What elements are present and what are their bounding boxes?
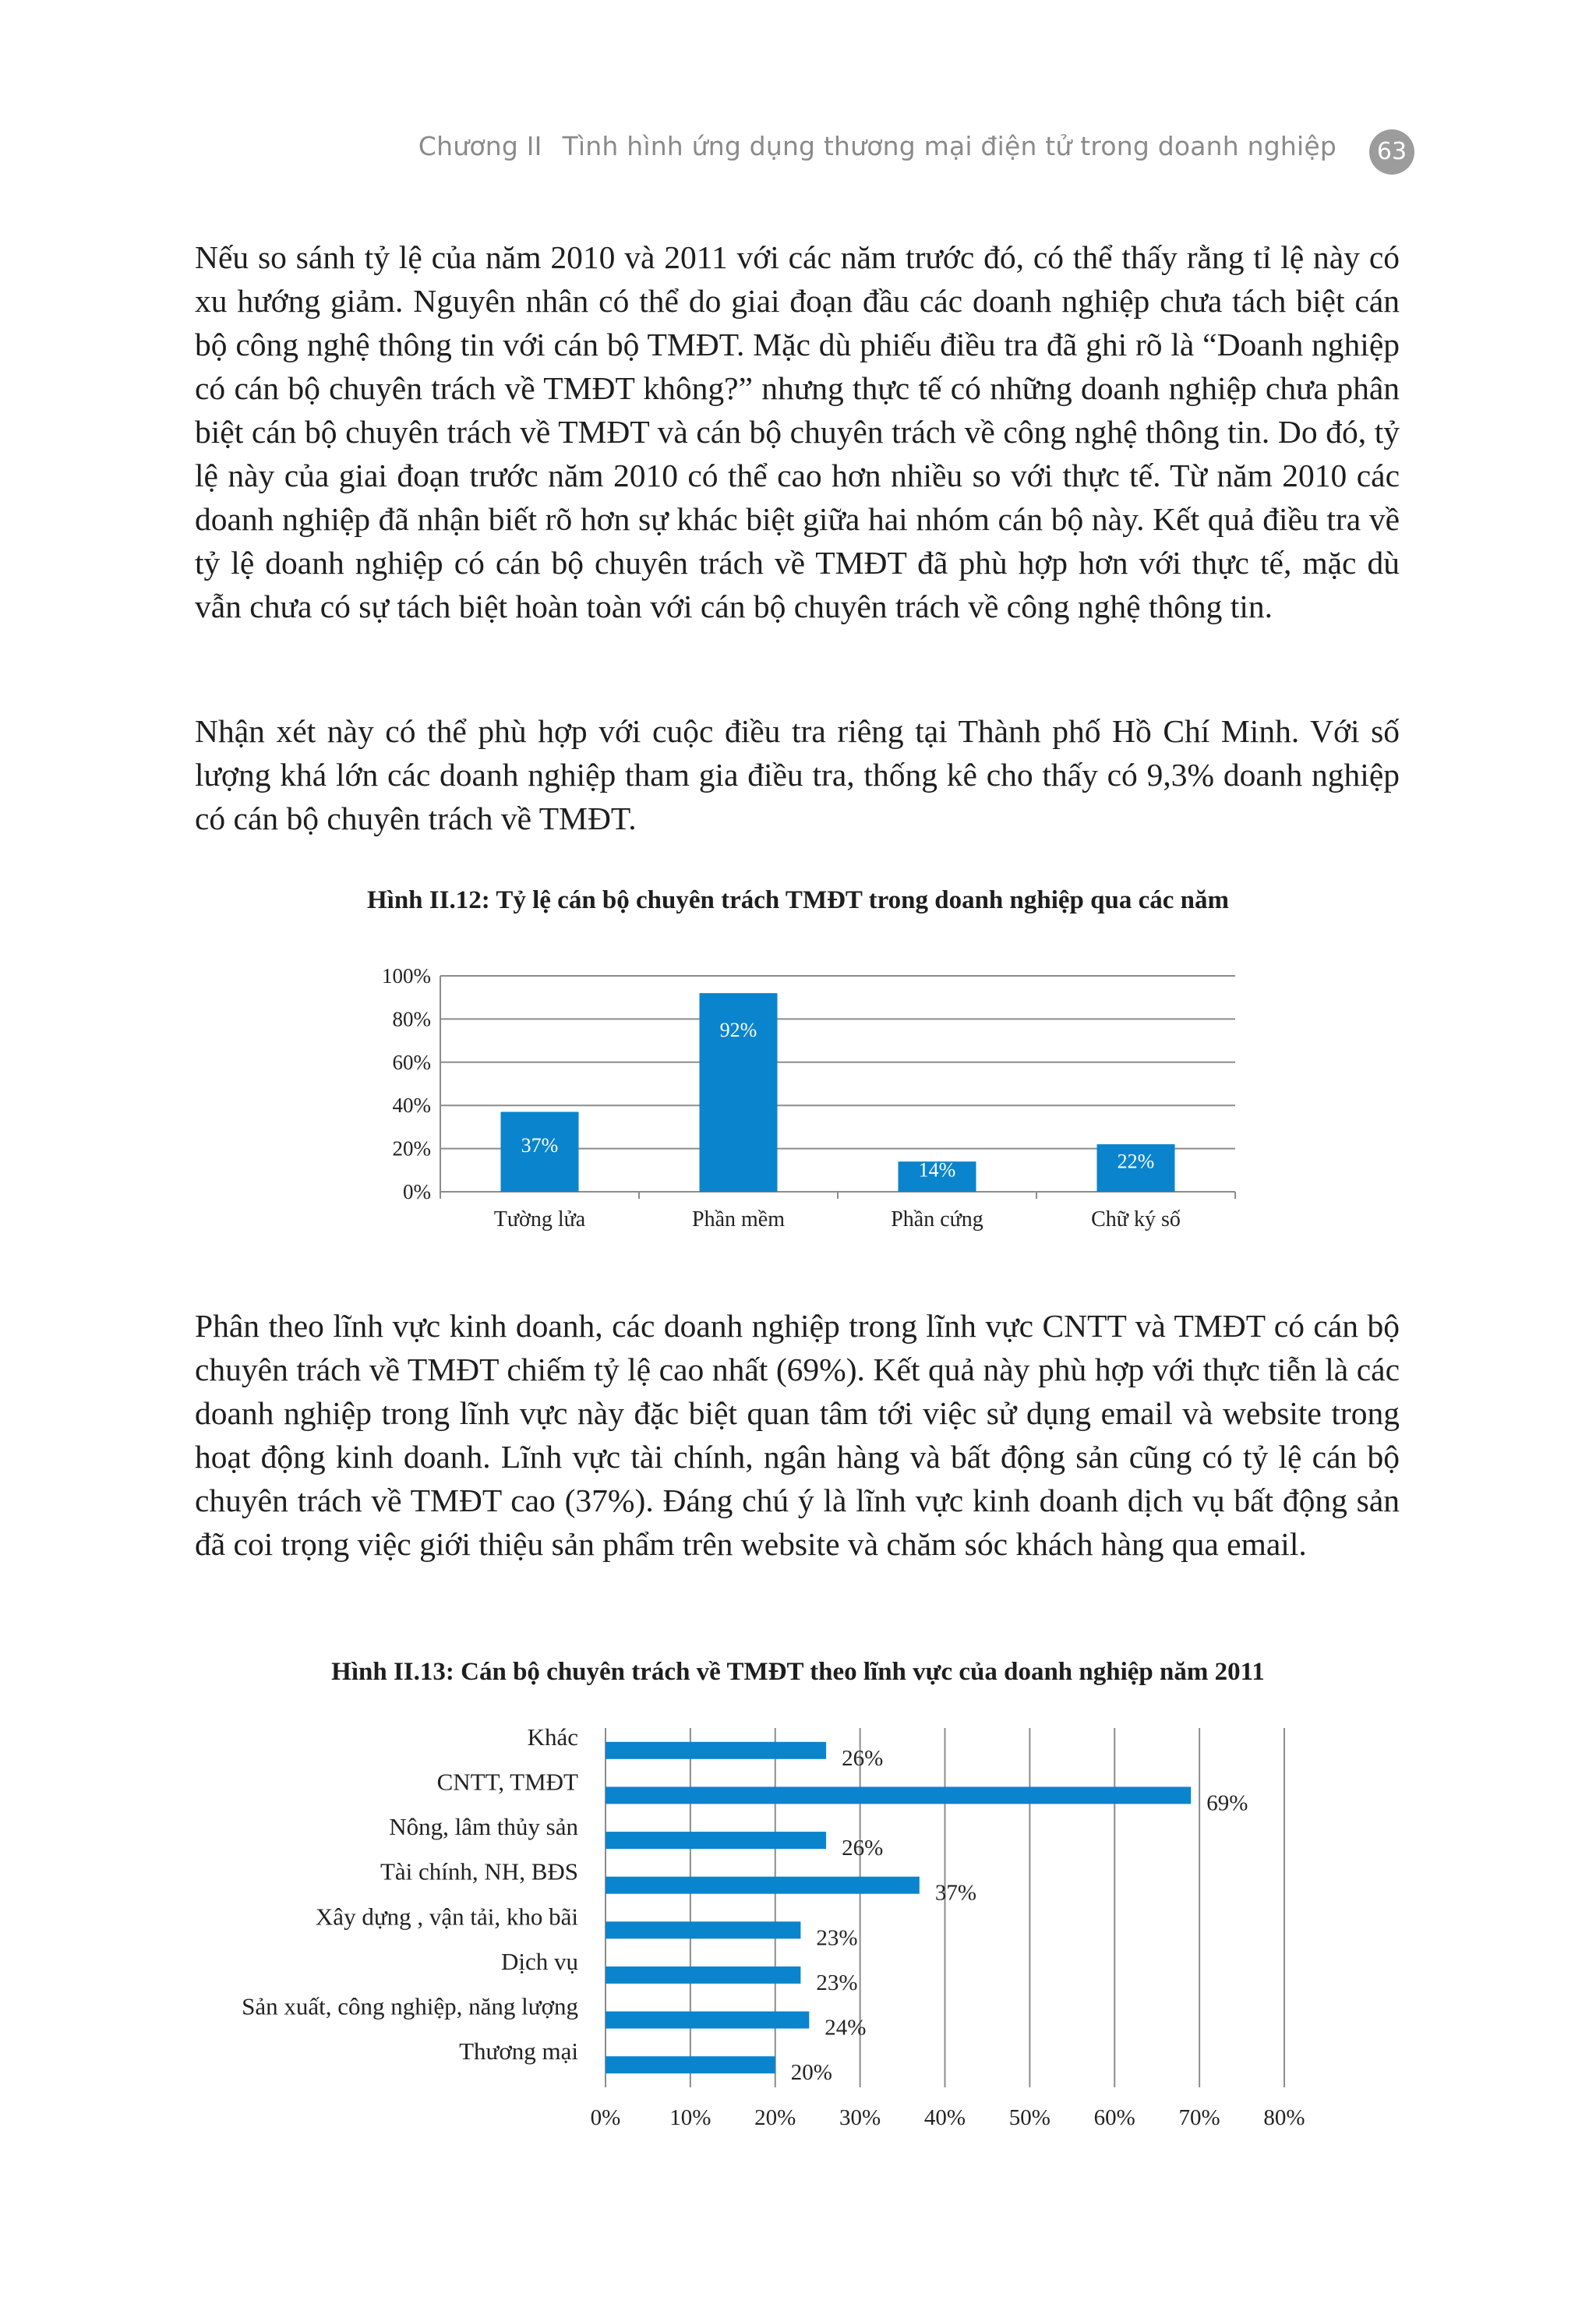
y-tick-label: Sản xuất, công nghiệp, năng lượng [242, 1992, 578, 2020]
y-tick-label: Khác [527, 1723, 578, 1751]
vertical-bar-chart [358, 959, 1278, 1247]
paragraph-3: Phân theo lĩnh vực kinh doanh, các doanh nghiệp trong lĩnh vực CNTT và TMĐT có cán bộ chuyên trách về TMĐT chiếm tỷ lệ cao nhất (69%). Kết quả này phù hợp với thực tiễn là các doanh nghiệp trong lĩnh vực này đặc biệt quan tâm tới việc sử dụng email và website trong hoạt động kinh doanh. Lĩnh vực tài chính, ngân hàng và bất động sản cũng có tỷ lệ cán bộ chuyên trách về TMĐT cao (37%). Đáng chú ý là lĩnh vực kinh doanh dịch vụ bất động sản đã coi trọng việc giới thiệu sản phẩm trên website và chăm sóc khách hàng qua email. [195, 1308, 1400, 1562]
x-tick-label: Chữ ký số [1091, 1207, 1181, 1232]
y-tick-label: 40% [392, 1094, 431, 1118]
y-tick-label: 80% [392, 1007, 431, 1031]
x-tick-label: 10% [669, 2105, 711, 2130]
bar [606, 1967, 800, 1984]
y-tick-label: CNTT, TMĐT [436, 1768, 578, 1796]
x-tick-label: 40% [923, 2105, 966, 2130]
x-tick-label: 60% [1093, 2105, 1135, 2130]
paragraph-1: Nếu so sánh tỷ lệ của năm 2010 và 2011 với các năm trước đó, có thể thấy rằng tỉ lệ này có xu hướng giảm. Nguyên nhân có thể do giai đoạn đầu các doanh nghiệp chưa tách biệt cán bộ công nghệ thông tin với cán bộ TMĐT. Mặc dù phiếu điều tra đã ghi rõ là “Doanh nghiệp có cán bộ chuyên trách về TMĐT không?” nhưng thực tế có những doanh nghiệp chưa phân biệt cán bộ chuyên trách về TMĐT và cán bộ chuyên trách về công nghệ thông tin. Do đó, tỷ lệ này của giai đoạn trước năm 2010 có thể cao hơn nhiều so với thực tế. Từ năm 2010 các doanh nghiệp đã nhận biết rõ hơn sự khác biệt giữa hai nhóm cán bộ này. Kết quả điều tra về tỷ lệ doanh nghiệp có cán bộ chuyên trách về TMĐT đã phù hợp hơn với thực tế, mặc dù vẫn chưa có sự tách biệt hoàn toàn với cán bộ chuyên trách về công nghệ thông tin. [195, 239, 1400, 624]
y-tick-label: Thương mại [459, 2037, 578, 2066]
horizontal-bar-chart [195, 1711, 1333, 2147]
data-label: 22% [1117, 1150, 1155, 1173]
bar [606, 1832, 826, 1849]
bar [606, 1786, 1191, 1804]
y-tick-label: Nông, lâm thủy sản [389, 1813, 578, 1841]
y-tick-label: 60% [392, 1050, 431, 1074]
y-tick-label: Dịch vụ [500, 1947, 578, 1975]
x-tick-label: Phần cứng [891, 1207, 983, 1232]
running-header [0, 131, 1336, 161]
x-tick-label: 50% [1008, 2105, 1050, 2130]
figure-1-caption: Hình II.12: Tỷ lệ cán bộ chuyên trách TMĐT trong doanh nghiệp qua các năm [366, 886, 1229, 914]
x-tick-label: 80% [1263, 2105, 1305, 2130]
y-tick-label: 100% [382, 964, 431, 988]
bar [606, 2056, 775, 2073]
x-tick-label: Tường lửa [493, 1207, 586, 1232]
data-label: 24% [824, 2015, 867, 2041]
data-label: 26% [842, 1745, 884, 1771]
data-label: 37% [521, 1133, 559, 1157]
data-label: 37% [934, 1880, 977, 1906]
bar [606, 2012, 809, 2029]
chapter-title: Tình hình ứng dụng thương mại điện tử trong doanh nghiệp [562, 131, 1336, 161]
data-label: 69% [1206, 1790, 1248, 1816]
data-label: 20% [790, 2060, 832, 2086]
y-tick-label: Xây dựng , vận tải, kho bãi [315, 1903, 578, 1931]
y-tick-label: 20% [392, 1136, 431, 1161]
x-tick-label: 30% [839, 2105, 881, 2130]
data-label: 92% [719, 1019, 757, 1042]
bar [606, 1742, 826, 1759]
page-number-badge: 63 [1369, 129, 1414, 175]
data-label: 14% [918, 1158, 956, 1182]
x-tick-label: Phần mềm [692, 1207, 785, 1232]
data-label: 23% [816, 1970, 858, 1995]
data-label: 26% [842, 1836, 884, 1861]
paragraph-2: Nhận xét này có thể phù hợp với cuộc điều tra riêng tại Thành phố Hồ Chí Minh. Với số lượng khá lớn các doanh nghiệp tham gia điều tra, thống kê cho thấy có 9,3% doanh nghiệp có cán bộ chuyên trách về TMĐT. [195, 713, 1400, 836]
bar [606, 1921, 800, 1938]
chapter-label: Chương II [418, 131, 542, 161]
x-tick-label: 20% [754, 2105, 796, 2130]
y-tick-label: 0% [403, 1180, 431, 1203]
y-tick-label: Tài chính, NH, BĐS [380, 1857, 578, 1885]
x-tick-label: 0% [590, 2105, 621, 2130]
bar [606, 1877, 920, 1894]
x-tick-label: 70% [1178, 2105, 1220, 2130]
figure-2-caption: Hình II.13: Cán bộ chuyên trách về TMĐT theo lĩnh vực của doanh nghiệp năm 2011 [331, 1658, 1265, 1686]
data-label: 23% [816, 1925, 858, 1951]
